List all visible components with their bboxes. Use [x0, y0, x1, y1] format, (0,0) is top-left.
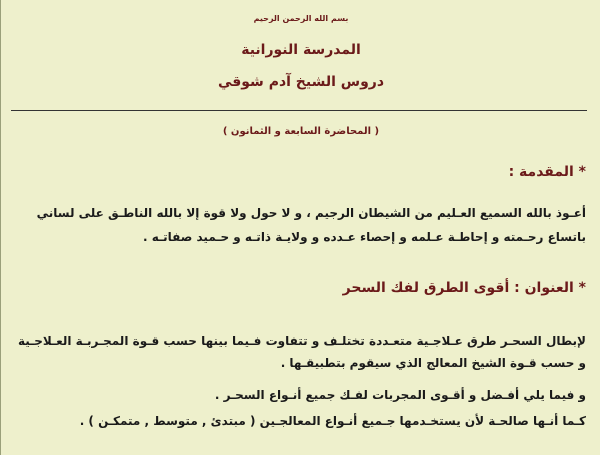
- topic-line: لإبطال السحـر طرق عـلاجـية متعـددة تختلـف و تتفاوت فـيما بينها حسب قـوة المجـربـة العـلاجـية: [17, 334, 586, 348]
- lessons-title: دروس الشيخ آدم شوقي: [217, 74, 385, 90]
- divider: [11, 110, 587, 111]
- basmala: بسم الله الرحمن الرحيم: [253, 14, 349, 23]
- topic-line: و فيما يلي أفـضل و أقـوى المجربات لفـك جميع أنـواع السحـر .: [214, 388, 586, 402]
- topic-line: و حسب قـوة الشيخ المعالج الذي سيقوم بتطبيقـها .: [280, 356, 586, 370]
- topic-heading: * العنوان : أقوى الطرق لفك السحر: [342, 280, 586, 296]
- lecture-number: ( المحاضرة السابعة و الثمانون ): [222, 126, 380, 137]
- intro-heading: * المقدمة :: [508, 164, 586, 180]
- topic-line: كـما أنـها صالحـة لأن يستخـدمها جـميع أنـواع المعالجـين ( مبتدئ , متوسط , متمكـن ) .: [79, 414, 586, 428]
- intro-line: أعـوذ بالله السميع العـليم من الشيطان الرجيم ، و لا حول ولا قوة إلا بالله الناطـق على لساني: [36, 206, 586, 220]
- school-title: المدرسة النورانية: [241, 42, 361, 58]
- intro-line: باتساع رحـمته و إحاطـة عـلمه و إحصاء عـدده و ولايـة ذاتـه و حـميد صفاتـه .: [142, 230, 586, 244]
